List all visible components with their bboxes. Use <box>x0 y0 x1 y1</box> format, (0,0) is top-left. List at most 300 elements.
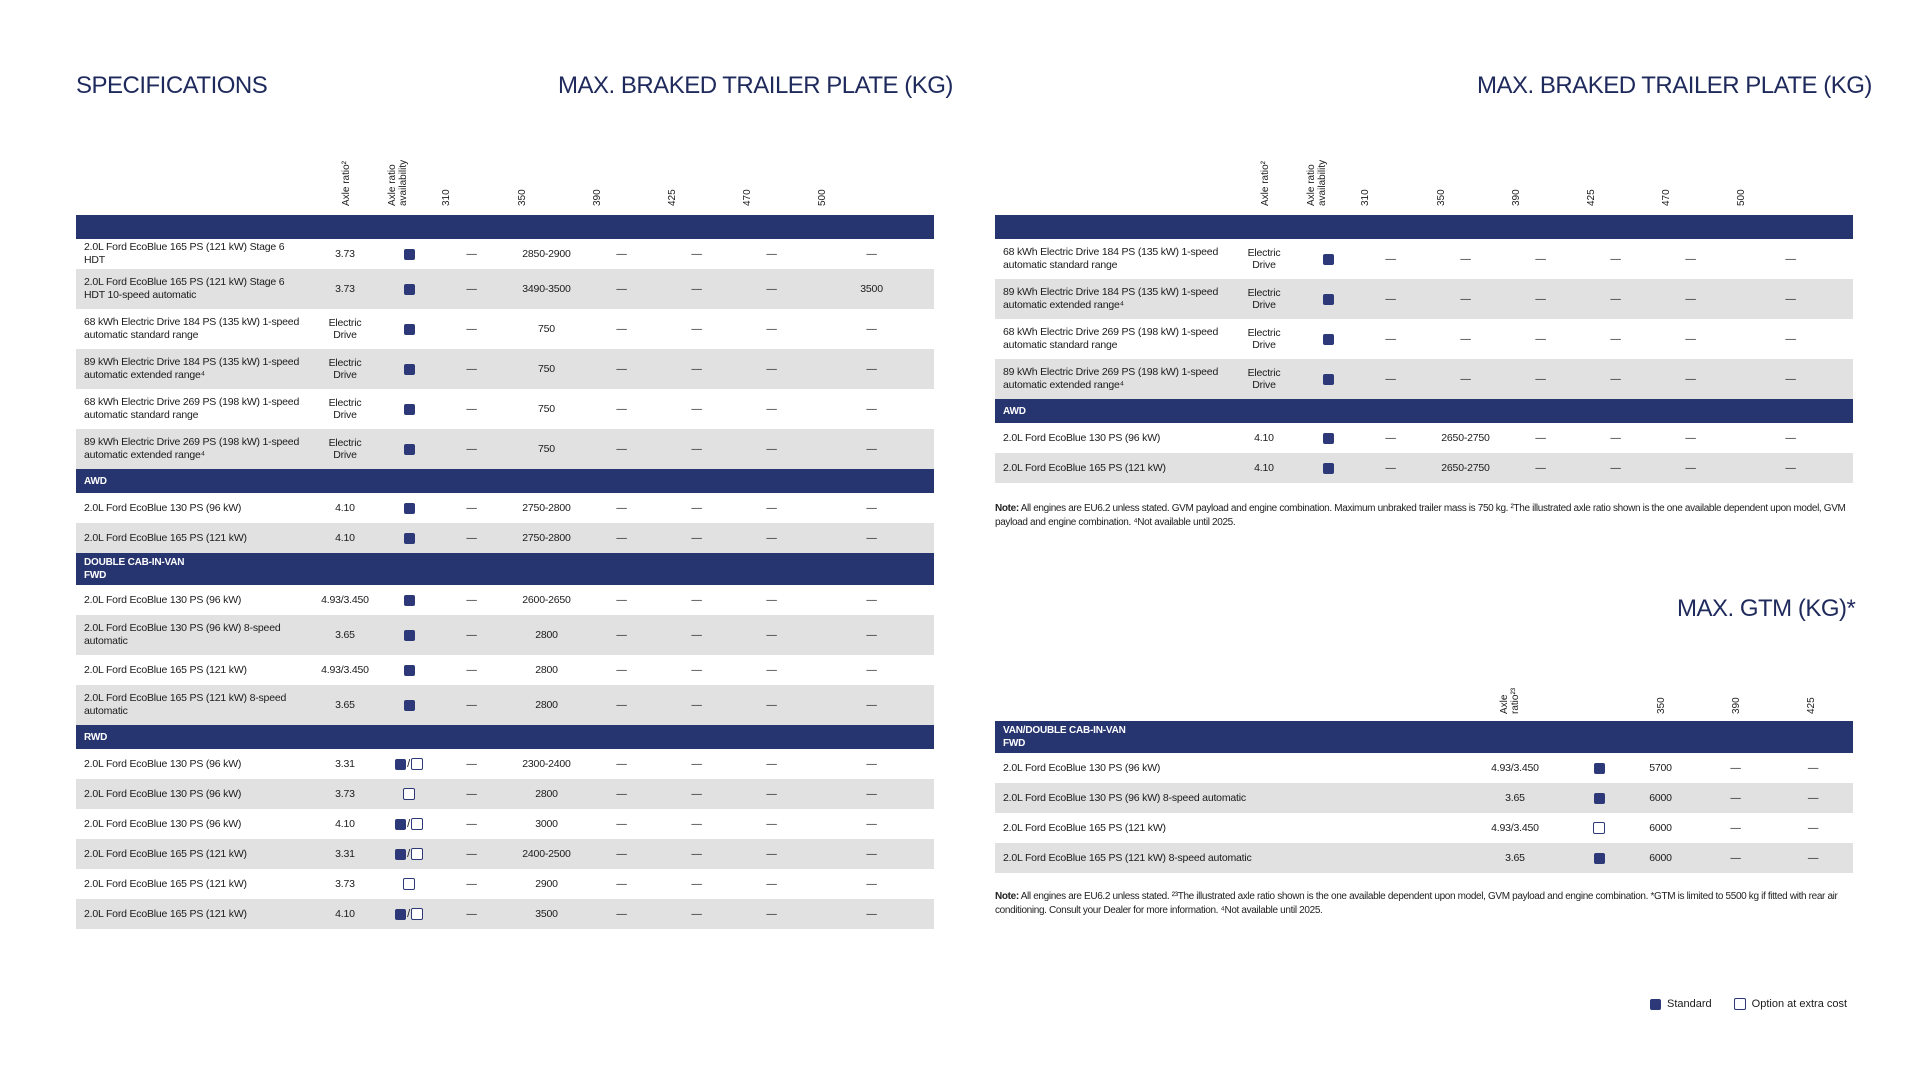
standard-square-icon <box>404 284 415 295</box>
value-cell: — <box>866 323 877 335</box>
value-cell: — <box>1728 359 1853 399</box>
value-cell: 2900 <box>535 878 558 890</box>
table-row <box>76 655 934 685</box>
table-row <box>76 239 934 269</box>
value-cell: — <box>584 523 659 553</box>
value-cell: — <box>1460 253 1471 265</box>
value-cell: — <box>1385 432 1396 444</box>
engine-name: 2.0L Ford EcoBlue 165 PS (121 kW) 8-speed automatic <box>995 843 1455 873</box>
table-row <box>76 685 934 725</box>
value-cell: 2750-2800 <box>509 523 584 553</box>
value-cell: — <box>584 269 659 309</box>
column-header: 390 <box>1511 189 1522 206</box>
axle-ratio: 3.73 <box>306 779 384 809</box>
standard-square-icon <box>395 759 406 770</box>
standard-square-icon <box>1323 433 1334 444</box>
option-square-icon <box>1593 822 1605 834</box>
value-cell: — <box>1535 333 1546 345</box>
value-cell: — <box>466 502 477 514</box>
engine-name: 2.0L Ford EcoBlue 165 PS (121 kW) 8-speed automatic <box>76 685 306 725</box>
value-cell: — <box>466 248 477 260</box>
value-cell: — <box>734 349 809 389</box>
engine-name: 68 kWh Electric Drive 269 PS (198 kW) 1-speed automatic standard range <box>1003 326 1219 351</box>
value-cell: — <box>1610 333 1621 345</box>
option-square-icon <box>411 758 423 770</box>
availability-cell <box>1303 239 1353 279</box>
section-header-label <box>995 215 1853 239</box>
table-row <box>76 839 934 869</box>
value-cell: — <box>584 349 659 389</box>
value-cell: — <box>1685 333 1696 345</box>
value-cell: — <box>1385 333 1396 345</box>
value-cell: 6000 <box>1623 783 1698 813</box>
section-title: AWD <box>1003 405 1026 417</box>
value-cell: 3500 <box>809 269 934 309</box>
value-cell: — <box>866 878 877 890</box>
availability-cell <box>384 389 434 429</box>
axle-ratio: 4.10 <box>1225 453 1303 483</box>
value-cell: — <box>1535 432 1546 444</box>
value-cell: — <box>466 818 477 830</box>
slash-separator: / <box>407 818 410 831</box>
axle-ratio: 4.10 <box>306 523 384 553</box>
title-gtm: MAX. GTM (KG)* <box>1677 595 1856 622</box>
value-cell: — <box>466 403 477 415</box>
axle-ratio: 4.93/3.450 <box>1491 762 1539 774</box>
value-cell: — <box>1353 453 1428 483</box>
option-square-icon <box>1734 998 1746 1010</box>
value-cell: — <box>691 664 702 676</box>
value-cell: — <box>766 664 777 676</box>
engine-name: 2.0L Ford EcoBlue 165 PS (121 kW) <box>76 899 306 929</box>
value-cell: 750 <box>509 429 584 469</box>
axle-ratio: Electric Drive <box>1225 279 1303 319</box>
section-header-label <box>995 399 1853 423</box>
axle-ratio: 4.93/3.450 <box>321 664 369 676</box>
value-cell: — <box>466 323 477 335</box>
column-header: Axle ratio²³ <box>1499 687 1521 714</box>
value-cell: — <box>659 429 734 469</box>
engine-name: 68 kWh Electric Drive 184 PS (135 kW) 1-speed automatic standard range <box>84 316 300 341</box>
value-cell: — <box>659 349 734 389</box>
axle-ratio: Electric Drive <box>1247 327 1281 351</box>
standard-square-icon <box>404 364 415 375</box>
column-header: Axle ratio² <box>341 160 352 206</box>
value-cell: — <box>659 779 734 809</box>
standard-square-icon <box>1323 463 1334 474</box>
value-cell: — <box>434 349 509 389</box>
axle-ratio: Electric Drive <box>328 397 362 421</box>
engine-name: 2.0L Ford EcoBlue 165 PS (121 kW) Stage 6 HDT <box>84 241 285 266</box>
column-header: 500 <box>1736 189 1747 206</box>
value-cell: — <box>1460 333 1471 345</box>
legend-option-label: Option at extra cost <box>1751 998 1848 1010</box>
value-cell: — <box>866 502 877 514</box>
engine-name: 2.0L Ford EcoBlue 165 PS (121 kW) <box>84 663 247 676</box>
engine-name: 2.0L Ford EcoBlue 130 PS (96 kW) <box>84 817 242 830</box>
value-cell: — <box>584 429 659 469</box>
value-cell: — <box>866 818 877 830</box>
value-cell: — <box>766 502 777 514</box>
value-cell: — <box>434 685 509 725</box>
value-cell: — <box>734 899 809 929</box>
value-cell: — <box>466 758 477 770</box>
section-header-label <box>995 721 1853 753</box>
value-cell: — <box>866 248 877 260</box>
value-cell: 3500 <box>509 899 584 929</box>
axle-ratio: 3.73 <box>335 878 355 890</box>
value-cell: — <box>1728 453 1853 483</box>
table-row <box>995 319 1853 359</box>
value-cell: — <box>691 248 702 260</box>
trailer-table-left <box>76 215 934 929</box>
availability-cell <box>384 493 434 523</box>
availability-cell <box>1575 783 1623 813</box>
value-cell: — <box>866 403 877 415</box>
value-cell: — <box>584 899 659 929</box>
availability-cell <box>384 239 434 269</box>
axle-ratio: 3.65 <box>1455 843 1575 873</box>
section-header-row <box>995 215 1853 239</box>
section-title: DOUBLE CAB-IN-VAN <box>84 557 185 568</box>
column-header: Axle ratio availability <box>1306 159 1328 206</box>
value-cell: — <box>1698 783 1773 813</box>
value-cell: — <box>766 248 777 260</box>
value-cell: 6000 <box>1623 843 1698 873</box>
value-cell: — <box>734 839 809 869</box>
engine-name: 2.0L Ford EcoBlue 130 PS (96 kW) 8-speed automatic <box>995 783 1455 813</box>
axle-ratio: 4.10 <box>1254 432 1274 444</box>
axle-ratio: Electric Drive <box>1247 247 1281 271</box>
engine-name: 68 kWh Electric Drive 269 PS (198 kW) 1-speed automatic standard range <box>84 396 300 421</box>
availability-cell <box>384 429 434 469</box>
gtm-table-panel <box>995 662 1853 916</box>
section-header-label <box>76 725 934 749</box>
table-row <box>76 523 934 553</box>
availability-cell <box>1575 753 1623 783</box>
table-row <box>76 429 934 469</box>
table-row <box>76 585 934 615</box>
gtm-table-header <box>995 662 1853 718</box>
value-cell: — <box>1785 253 1796 265</box>
value-cell: — <box>1773 843 1853 873</box>
slash-separator: / <box>407 908 410 921</box>
value-cell: — <box>1785 333 1796 345</box>
trailer-note <box>995 502 1853 530</box>
value-cell: 2300-2400 <box>522 758 571 770</box>
axle-ratio: 3.65 <box>1455 783 1575 813</box>
value-cell: — <box>466 664 477 676</box>
value-cell: — <box>1578 453 1653 483</box>
value-cell: — <box>691 818 702 830</box>
value-cell: — <box>766 758 777 770</box>
axle-ratio: Electric Drive <box>306 429 384 469</box>
standard-square-icon <box>1594 853 1605 864</box>
axle-ratio: 3.73 <box>335 248 355 260</box>
availability-cell <box>384 869 434 899</box>
value-cell: — <box>866 758 877 770</box>
value-cell: — <box>766 403 777 415</box>
value-cell: — <box>1807 762 1819 774</box>
value-cell: — <box>616 594 627 606</box>
value-cell: — <box>659 269 734 309</box>
note-label: Note: <box>995 503 1019 514</box>
table-row <box>76 809 934 839</box>
value-cell: — <box>1353 279 1428 319</box>
value-cell: — <box>734 779 809 809</box>
standard-square-icon <box>404 404 415 415</box>
trailer-note-text: All engines are EU6.2 unless stated. GVM payload and engine combination. Maximum unbraked trailer mass is 750 kg. ²The illustrated axle ratio shown is the one available dependent upon model, GVM payload and engine combination. ⁴Not available until 2025. <box>995 503 1846 528</box>
value-cell: — <box>616 248 627 260</box>
column-header: 350 <box>517 189 528 206</box>
value-cell: — <box>466 594 477 606</box>
value-cell: — <box>616 323 627 335</box>
engine-name: 2.0L Ford EcoBlue 130 PS (96 kW) <box>1003 431 1161 444</box>
axle-ratio: Electric Drive <box>306 349 384 389</box>
standard-square-icon <box>404 665 415 676</box>
value-cell: 2650-2750 <box>1428 453 1503 483</box>
column-header: 470 <box>742 189 753 206</box>
column-header: 425 <box>1586 189 1597 206</box>
value-cell: — <box>434 615 509 655</box>
availability-cell <box>384 523 434 553</box>
value-cell: — <box>1428 359 1503 399</box>
value-cell: — <box>1773 783 1853 813</box>
availability-cell <box>384 899 434 929</box>
value-cell: — <box>1698 843 1773 873</box>
engine-name: 89 kWh Electric Drive 269 PS (198 kW) 1-speed automatic extended range⁴ <box>995 359 1225 399</box>
value-cell: — <box>766 594 777 606</box>
engine-name: 2.0L Ford EcoBlue 165 PS (121 kW) Stage 6 HDT 10-speed automatic <box>76 269 306 309</box>
table-row <box>76 349 934 389</box>
standard-square-icon <box>395 909 406 920</box>
title-trailer-left: MAX. BRAKED TRAILER PLATE (KG) <box>558 72 953 99</box>
value-cell: — <box>616 664 627 676</box>
value-cell: — <box>616 758 627 770</box>
value-cell: — <box>1353 359 1428 399</box>
table-row <box>995 423 1853 453</box>
value-cell: 5700 <box>1649 762 1672 774</box>
value-cell: — <box>1785 432 1796 444</box>
value-cell: — <box>1653 359 1728 399</box>
section-header-label <box>76 469 934 493</box>
availability-cell <box>1303 279 1353 319</box>
value-cell: — <box>466 878 477 890</box>
standard-square-icon <box>404 595 415 606</box>
value-cell: — <box>659 839 734 869</box>
value-cell: — <box>809 779 934 809</box>
value-cell: — <box>434 269 509 309</box>
value-cell: — <box>659 523 734 553</box>
slash-separator: / <box>407 758 410 771</box>
column-header: 425 <box>667 189 678 206</box>
value-cell: 6000 <box>1649 822 1672 834</box>
table-row <box>76 749 934 779</box>
availability-cell <box>384 269 434 309</box>
value-cell: — <box>691 758 702 770</box>
value-cell: — <box>766 323 777 335</box>
value-cell: — <box>616 818 627 830</box>
table-row <box>76 869 934 899</box>
engine-name: 89 kWh Electric Drive 184 PS (135 kW) 1-speed automatic extended range⁴ <box>995 279 1225 319</box>
value-cell: — <box>434 429 509 469</box>
standard-square-icon <box>1594 763 1605 774</box>
value-cell: — <box>866 664 877 676</box>
gtm-note-text: All engines are EU6.2 unless stated. ²³The illustrated axle ratio shown is the one available dependent upon model, GVM payload and engine combination. *GTM is limited to 5500 kg if fitted with rear air conditioning. Consult your Dealer for more information. ⁴Not available until 2025. <box>995 891 1838 916</box>
trailer-table-left-header <box>76 154 934 210</box>
value-cell: — <box>616 878 627 890</box>
value-cell: — <box>584 779 659 809</box>
value-cell: 2800 <box>509 615 584 655</box>
section-header-row <box>995 399 1853 423</box>
table-row <box>995 359 1853 399</box>
value-cell: — <box>1730 822 1741 834</box>
value-cell: 2650-2750 <box>1441 432 1490 444</box>
engine-name: 2.0L Ford EcoBlue 165 PS (121 kW) <box>1003 821 1166 834</box>
value-cell: — <box>866 594 877 606</box>
column-header: Axle ratio availability <box>387 159 409 206</box>
trailer-table-right <box>995 215 1853 483</box>
availability-cell <box>384 779 434 809</box>
value-cell: — <box>691 323 702 335</box>
section-header-row <box>76 553 934 585</box>
value-cell: — <box>809 899 934 929</box>
standard-square-icon <box>404 533 415 544</box>
column-header: 310 <box>1360 189 1371 206</box>
value-cell: — <box>734 685 809 725</box>
value-cell: — <box>1807 822 1819 834</box>
table-row <box>995 453 1853 483</box>
availability-cell <box>384 655 434 685</box>
value-cell: — <box>434 899 509 929</box>
column-header: 350 <box>1656 697 1667 714</box>
value-cell: 2600-2650 <box>522 594 571 606</box>
value-cell: — <box>1535 253 1546 265</box>
value-cell: — <box>616 403 627 415</box>
gtm-note <box>995 890 1853 918</box>
value-cell: — <box>691 502 702 514</box>
value-cell: — <box>691 878 702 890</box>
engine-name: 2.0L Ford EcoBlue 165 PS (121 kW) <box>76 839 306 869</box>
axle-ratio: Electric Drive <box>328 317 362 341</box>
availability-cell <box>384 809 434 839</box>
value-cell: 3000 <box>535 818 558 830</box>
section-header-row <box>995 721 1853 753</box>
column-header: 390 <box>592 189 603 206</box>
value-cell: — <box>691 403 702 415</box>
standard-square-icon <box>1650 999 1661 1010</box>
availability-cell <box>1303 359 1353 399</box>
standard-square-icon <box>1594 793 1605 804</box>
value-cell: — <box>1428 279 1503 319</box>
availability-cell <box>384 749 434 779</box>
section-subtitle: FWD <box>1003 738 1026 749</box>
axle-ratio: 4.10 <box>335 818 355 830</box>
table-row <box>995 753 1853 783</box>
axle-ratio: 3.31 <box>306 839 384 869</box>
standard-square-icon <box>1323 374 1334 385</box>
value-cell: 750 <box>538 323 555 335</box>
value-cell: — <box>691 594 702 606</box>
title-specifications: SPECIFICATIONS <box>76 72 268 99</box>
column-header: 310 <box>441 189 452 206</box>
value-cell: — <box>584 839 659 869</box>
engine-name: 2.0L Ford EcoBlue 130 PS (96 kW) <box>76 779 306 809</box>
value-cell: — <box>1578 279 1653 319</box>
value-cell: — <box>734 269 809 309</box>
table-row <box>76 779 934 809</box>
value-cell: — <box>1685 253 1696 265</box>
legend-standard-label: Standard <box>1667 998 1712 1010</box>
table-row <box>995 239 1853 279</box>
value-cell: — <box>766 878 777 890</box>
engine-name: 68 kWh Electric Drive 184 PS (135 kW) 1-speed automatic standard range <box>1003 246 1219 271</box>
engine-name: 2.0L Ford EcoBlue 165 PS (121 kW) <box>76 523 306 553</box>
value-cell: — <box>659 615 734 655</box>
section-header-label <box>76 553 934 585</box>
table-row <box>76 493 934 523</box>
trailer-table-right-panel <box>995 154 1853 528</box>
column-header: 470 <box>1661 189 1672 206</box>
standard-square-icon <box>395 849 406 860</box>
option-square-icon <box>411 908 423 920</box>
standard-square-icon <box>404 503 415 514</box>
engine-name: 2.0L Ford EcoBlue 165 PS (121 kW) <box>84 877 247 890</box>
standard-square-icon <box>395 819 406 830</box>
value-cell: — <box>1730 762 1741 774</box>
table-row <box>76 269 934 309</box>
availability-cell <box>1303 453 1353 483</box>
value-cell: — <box>734 429 809 469</box>
engine-name: 2.0L Ford EcoBlue 165 PS (121 kW) <box>995 453 1225 483</box>
value-cell: 2800 <box>509 779 584 809</box>
engine-name: 2.0L Ford EcoBlue 130 PS (96 kW) <box>84 501 242 514</box>
value-cell: 2850-2900 <box>522 248 571 260</box>
column-header: 425 <box>1806 697 1817 714</box>
gtm-table <box>995 721 1853 873</box>
availability-cell <box>384 349 434 389</box>
column-header: Axle ratio² <box>1260 160 1271 206</box>
availability-cell <box>384 585 434 615</box>
value-cell: 750 <box>509 349 584 389</box>
standard-square-icon <box>404 249 415 260</box>
section-header-row <box>76 725 934 749</box>
availability-cell <box>1575 813 1623 843</box>
column-header: 350 <box>1436 189 1447 206</box>
axle-ratio: Electric Drive <box>1225 359 1303 399</box>
value-cell: — <box>1610 253 1621 265</box>
table-row <box>76 389 934 429</box>
axle-ratio: 3.73 <box>306 269 384 309</box>
value-cell: 2800 <box>535 664 558 676</box>
value-cell: — <box>1610 432 1621 444</box>
engine-name: 89 kWh Electric Drive 269 PS (198 kW) 1-speed automatic extended range⁴ <box>76 429 306 469</box>
note-label: Note: <box>995 891 1019 902</box>
value-cell: — <box>734 523 809 553</box>
value-cell: — <box>1503 453 1578 483</box>
value-cell: — <box>1728 279 1853 319</box>
value-cell: — <box>1653 453 1728 483</box>
option-square-icon <box>411 848 423 860</box>
value-cell: 2400-2500 <box>509 839 584 869</box>
axle-ratio: 4.10 <box>335 502 355 514</box>
value-cell: — <box>809 839 934 869</box>
value-cell: — <box>809 349 934 389</box>
axle-ratio: 4.93/3.450 <box>321 594 369 606</box>
section-header-label <box>76 215 934 239</box>
availability-cell <box>1575 843 1623 873</box>
standard-square-icon <box>1323 294 1334 305</box>
